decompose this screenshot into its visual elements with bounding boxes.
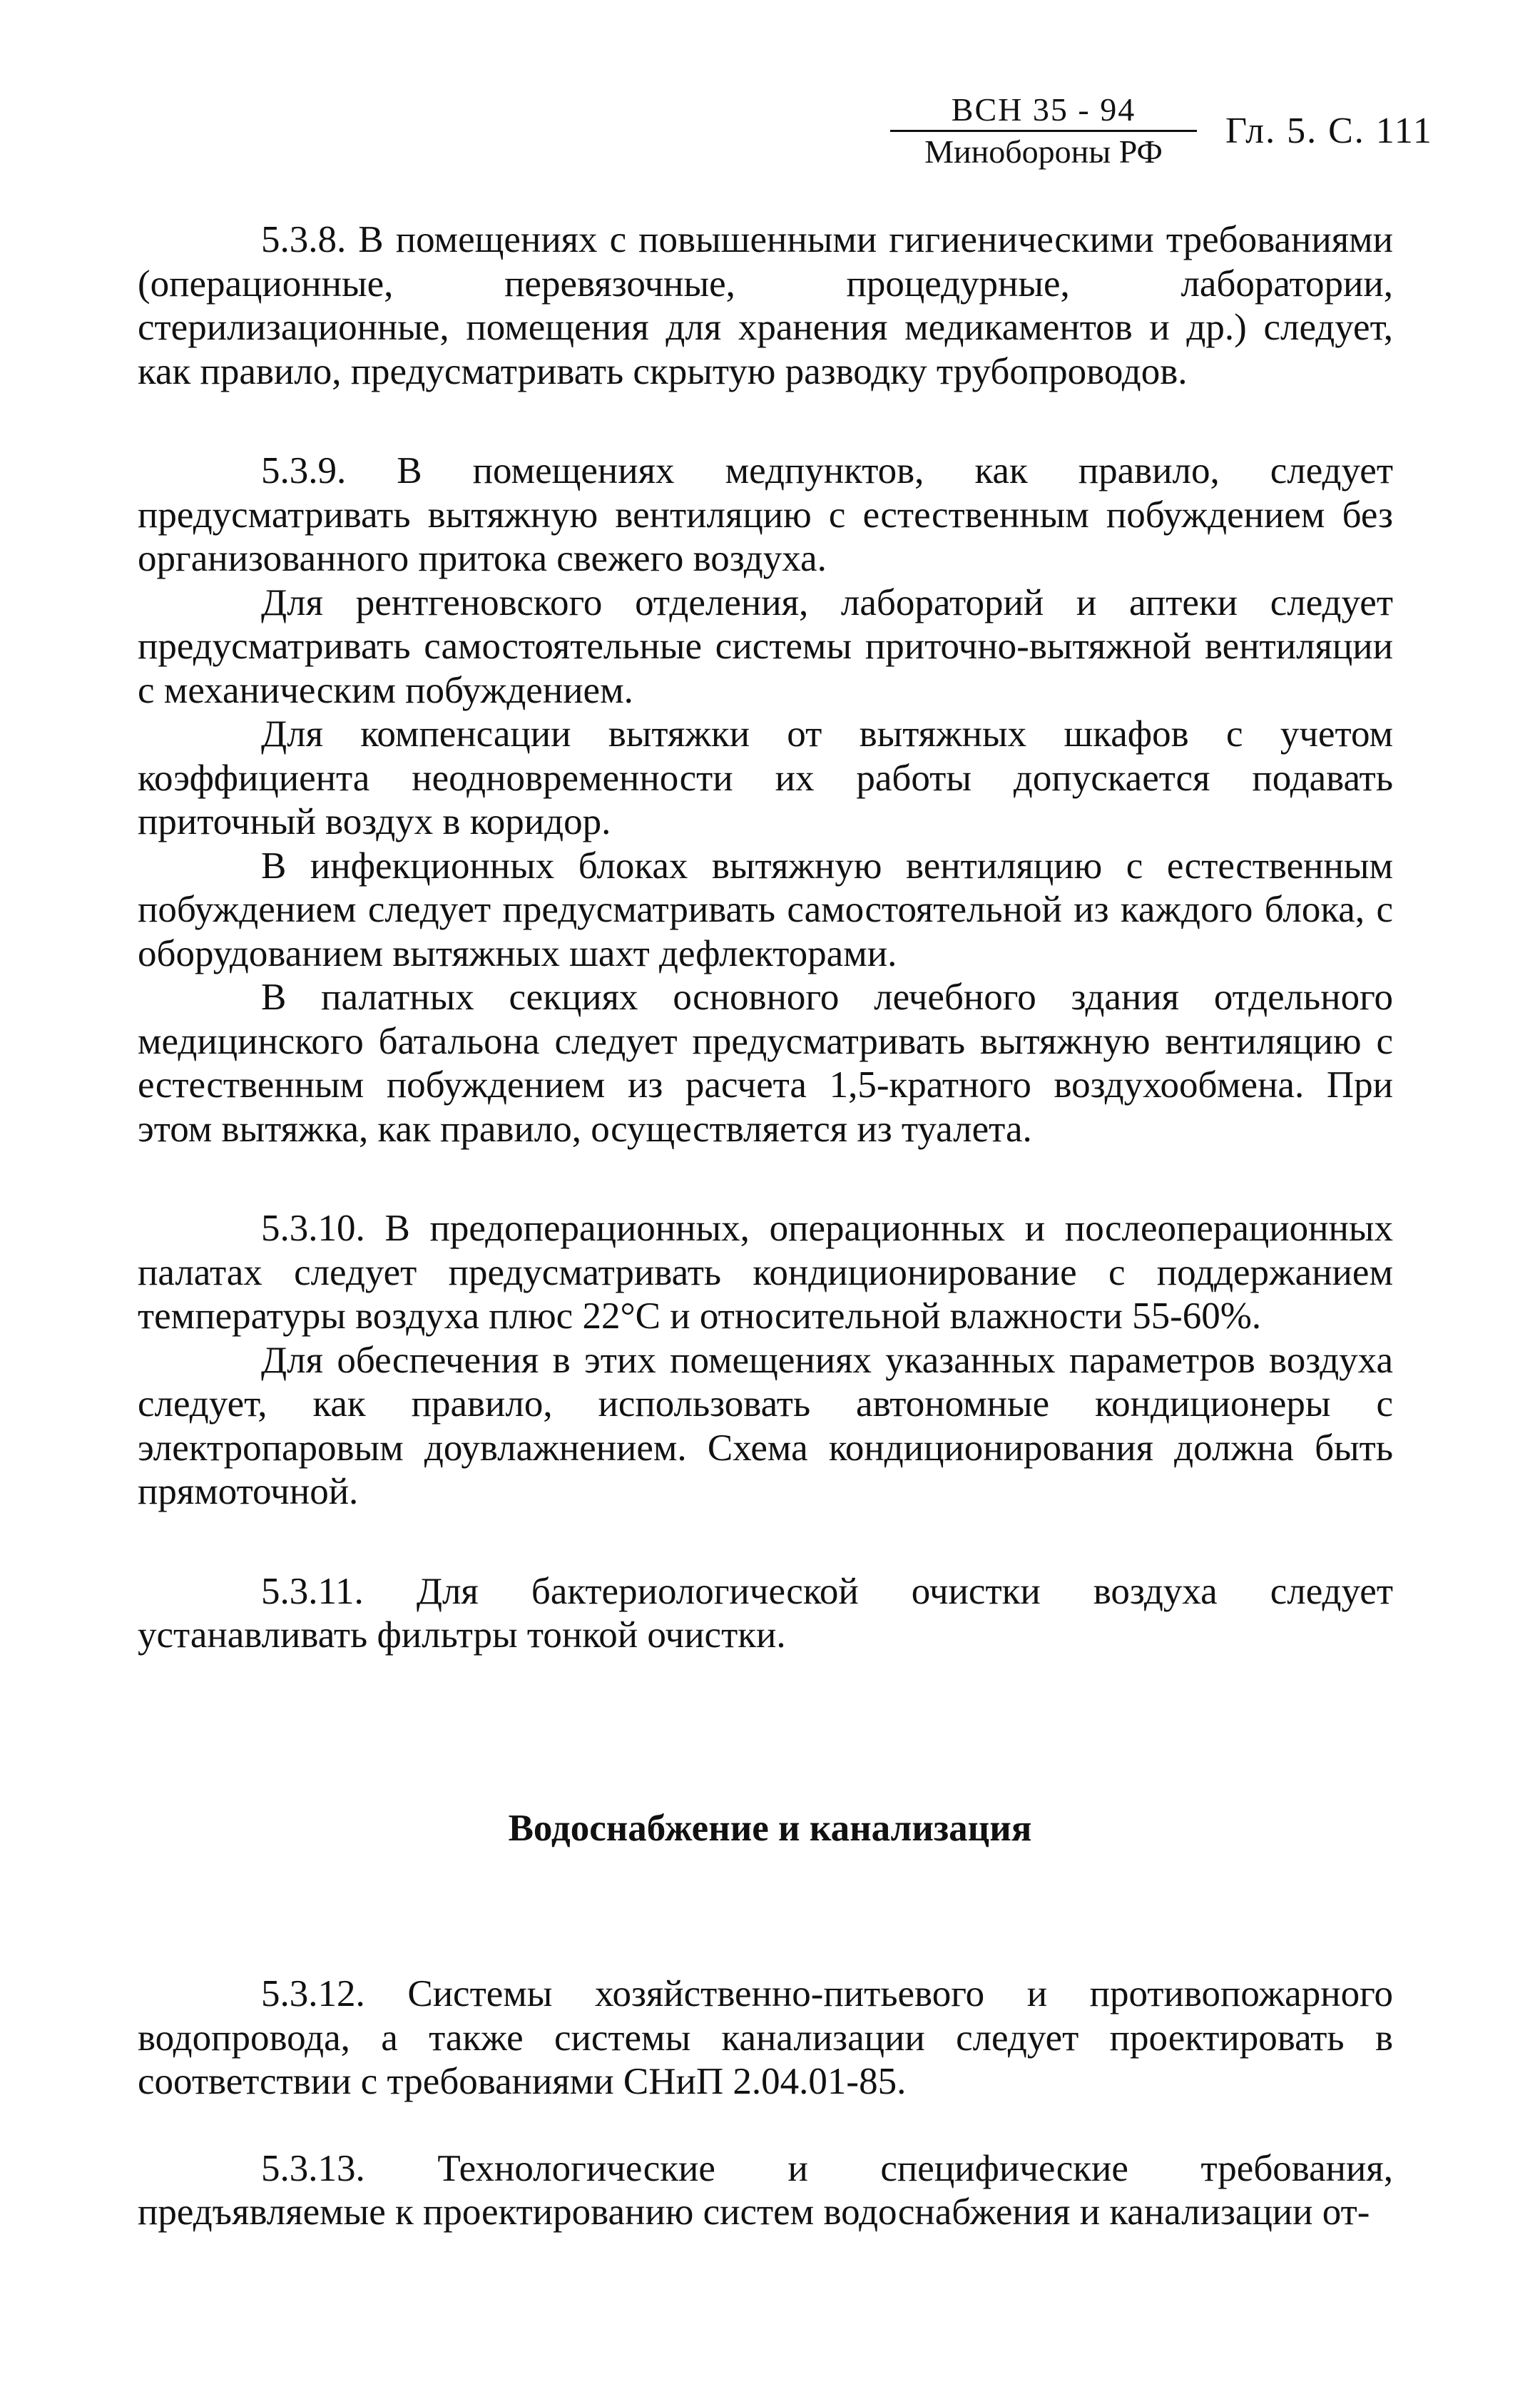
ministry-name: Минобороны РФ [924, 133, 1163, 170]
paragraph-5-3-10: 5.3.10. В предоперационных, операционных и послеоперационных палатах следует предусматривать кондиционирование с поддержанием температуры воздуха плюс 22°С и относительной влажности 55-60%. [138, 1208, 1393, 1337]
paragraph-5-3-8: 5.3.8. В помещениях с повышенными гигиеническими требованиями (операционные, перевязочные, процедурные, лаборатории, стерилизационные, помещения для хранения медикаментов и др.) следует, как правило, предусматривать скрытую разводку трубопроводов. [138, 219, 1393, 392]
page-header [890, 91, 1432, 184]
paragraph-5-3-10-conditioners: Для обеспечения в этих помещениях указанных параметров воздуха следует, как правило, использовать автономные кондиционеры с электропаровым доувлажнением. Схема кондиционирования должна быть прямоточной. [138, 1339, 1393, 1512]
paragraph-5-3-12: 5.3.12. Системы хозяйственно-питьевого и противопожарного водопровода, а также системы канализации следует проектировать в соответствии с требованиями СНиП 2.04.01-85. [138, 1973, 1393, 2102]
document-number: ВСН 35 - 94 [890, 91, 1197, 132]
document-body [138, 218, 1393, 1658]
paragraph-5-3-13: 5.3.13. Технологические и специфические требования, предъявляемые к проектированию систем водоснабжения и канализации от- [138, 2147, 1393, 2233]
paragraph-5-3-9: 5.3.9. В помещениях медпунктов, как правило, следует предусматривать вытяжную вентиляцию с естественным побуждением без организованного притока свежего воздуха. [138, 450, 1393, 579]
page-reference: Гл. 5. С. 111 [1225, 111, 1433, 151]
paragraph-5-3-9-wards: В палатных секциях основного лечебного здания отдельного медицинского батальона следует предусматривать вытяжную вентиляцию с естественным побуждением из расчета 1,5-кратного воздухообмена. При этом вытяжка, как правило, осуществляется из туалета. [138, 977, 1393, 1150]
paragraph-5-3-11: 5.3.11. Для бактериологической очистки воздуха следует устанавливать фильтры тонкой очистки. [138, 1570, 1393, 1656]
paragraph-5-3-9-fume-hoods: Для компенсации вытяжки от вытяжных шкафов с учетом коэффициента неодновременности их работы допускается подавать приточный воздух в коридор. [138, 713, 1393, 842]
document-body-continued [138, 1972, 1393, 2235]
paragraph-5-3-9-xray: Для рентгеновского отделения, лабораторий и аптеки следует предусматривать самостоятельные системы приточно-вытяжной вентиляции с механическим побуждением. [138, 581, 1393, 711]
section-title: Водоснабжение и канализация [508, 1808, 1032, 1849]
paragraph-5-3-9-infectious: В инфекционных блоках вытяжную вентиляцию с естественным побуждением следует предусматривать самостоятельной из каждого блока, с оборудованием вытяжных шахт дефлекторами. [138, 845, 1393, 974]
document-code [890, 91, 1197, 172]
